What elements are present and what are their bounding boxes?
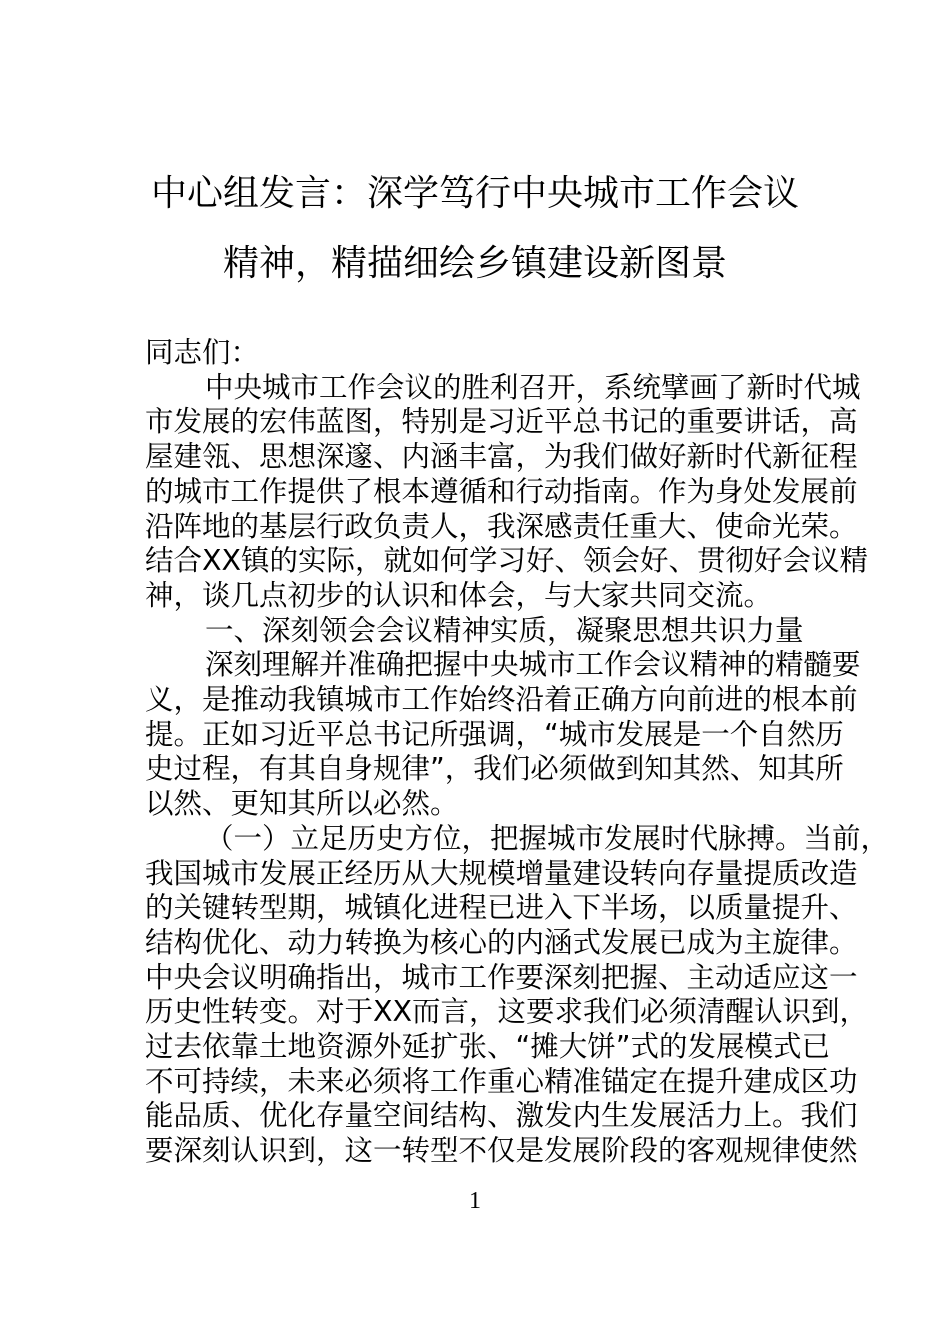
- document-title-line-2: 精神，精描细绘乡镇建设新图景: [222, 243, 727, 284]
- intro-paragraph-line: 市发展的宏伟蓝图，特别是习近平总书记的重要讲话，高: [145, 405, 858, 439]
- section-1-paragraph-line: 义，是推动我镇城市工作始终沿着正确方向前进的根本前: [145, 683, 858, 716]
- subsection-1-paragraph-line: 过去依靠土地资源外延扩张、“摊大饼”式的发展模式已: [145, 1030, 831, 1063]
- document-title-line-1: 中心组发言：深学笃行中央城市工作会议: [150, 173, 799, 214]
- subsection-1-paragraph-line: 历史性转变。对于XX而言，这要求我们必须清醒认识到，: [145, 995, 869, 1029]
- intro-paragraph-line: 的城市工作提供了根本遵循和行动指南。作为身处发展前: [145, 474, 858, 508]
- subsection-1-paragraph-line: 结构优化、动力转换为核心的内涵式发展已成为主旋律。: [145, 925, 858, 959]
- section-1-paragraph-line: 以然、更知其所以必然。: [145, 787, 459, 821]
- subsection-1-paragraph-line: 中央会议明确指出，城市工作要深刻把握、主动适应这一: [145, 960, 858, 994]
- section-1-paragraph-line: 史过程，有其自身规律”，我们必须做到知其然、知其所: [145, 752, 844, 786]
- section-heading-1-line: 一、深刻领会会议精神实质，凝聚思想共识力量: [205, 613, 804, 647]
- intro-paragraph-line: 中央城市工作会议的胜利召开，系统擘画了新时代城: [205, 370, 861, 404]
- section-1-paragraph-line: 深刻理解并准确把握中央城市工作会议精神的精髓要: [205, 648, 861, 682]
- subsection-1-paragraph-line: 不可持续，未来必须将工作重心精准锚定在提升建成区功: [145, 1064, 858, 1098]
- intro-paragraph-line: 屋建瓴、思想深邃、内涵丰富，为我们做好新时代新征程: [145, 440, 858, 474]
- subsection-1-paragraph-line: 要深刻认识到，这一转型不仅是发展阶段的客观规律使然: [145, 1134, 858, 1168]
- subsection-1-paragraph-line: 我国城市发展正经历从大规模增量建设转向存量提质改造: [145, 856, 858, 890]
- subsection-1-paragraph-line: 能品质、优化存量空间结构、激发内生发展活力上。我们: [145, 1099, 858, 1133]
- page-number: 1: [469, 1188, 481, 1214]
- subsection-1-paragraph-line: 的关键转型期，城镇化进程已进入下半场，以质量提升、: [145, 891, 858, 925]
- intro-paragraph-line: 神，谈几点初步的认识和体会，与大家共同交流。: [145, 578, 773, 612]
- section-1-paragraph-line: 提。正如习近平总书记所强调，“城市发展是一个自然历: [145, 717, 844, 751]
- intro-paragraph-line: 沿阵地的基层行政负责人，我深感责任重大、使命光荣。: [145, 509, 858, 543]
- subsection-1-paragraph-line: （一）立足历史方位，把握城市发展时代脉搏。当前，: [205, 821, 890, 855]
- intro-paragraph-line: 结合XX镇的实际，就如何学习好、领会好、贯彻好会议精: [145, 544, 869, 578]
- salutation-line: 同志们：: [145, 336, 260, 369]
